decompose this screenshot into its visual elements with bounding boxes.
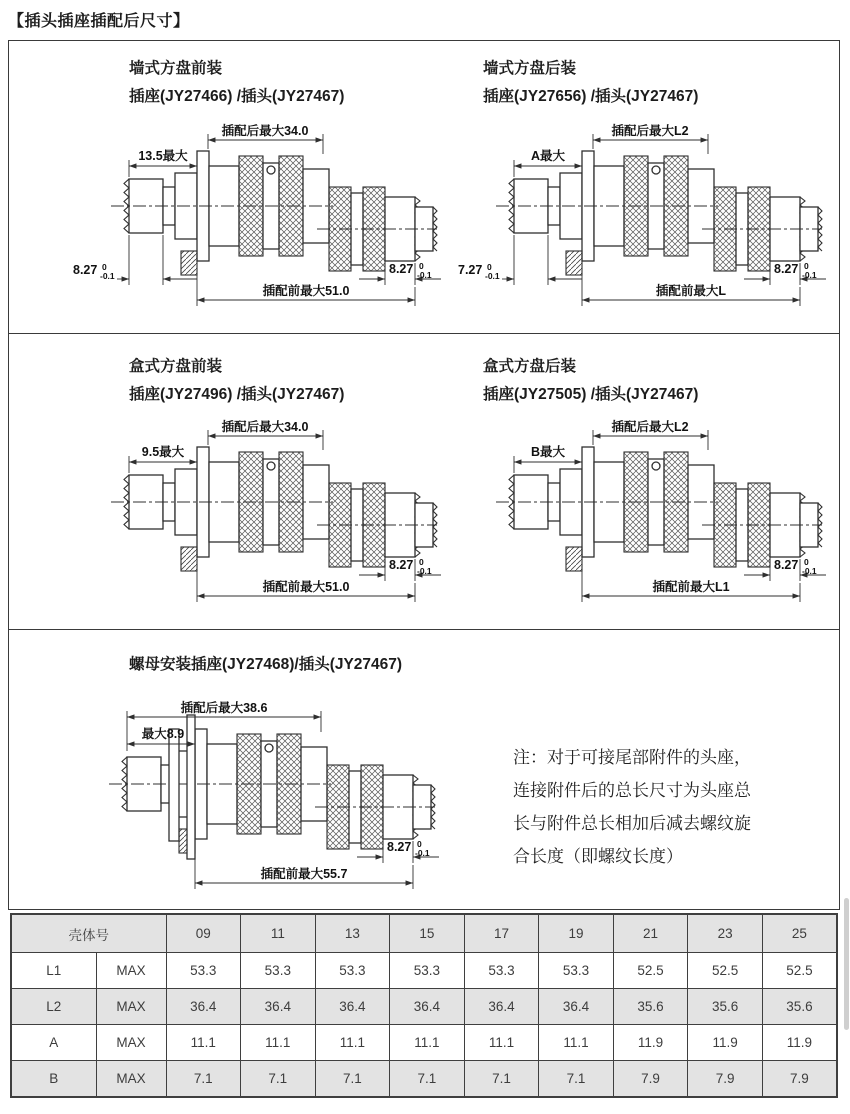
shell-size-header: 23 — [688, 914, 763, 953]
dim-left-label: B最大 — [530, 445, 566, 459]
spec-value-cell: 52.5 — [688, 953, 763, 989]
spec-value-cell: 7.9 — [688, 1061, 763, 1098]
drawing-title-jamnut — [129, 651, 402, 679]
dim-br-tol-bottom: -0.1 — [802, 566, 817, 576]
qualifier-cell: MAX — [96, 1061, 166, 1098]
spec-value-cell: 7.1 — [241, 1061, 316, 1098]
shell-size-header: 13 — [315, 914, 390, 953]
dim-bl-tol-bottom: -0.1 — [485, 271, 500, 281]
diagram-box — [8, 40, 840, 910]
param-label-cell: L1 — [11, 953, 96, 989]
dim-br-tol-bottom: -0.1 — [802, 270, 817, 280]
dim-br-value: 8.27 — [389, 262, 414, 276]
spec-value-cell: 35.6 — [688, 989, 763, 1025]
drawing-title-wall-front — [129, 55, 344, 111]
spec-value-cell: 11.1 — [315, 1025, 390, 1061]
drawing-box-front — [71, 405, 446, 615]
dim-top-label: 插配后最大38.6 — [180, 701, 268, 715]
spec-value-cell: 36.4 — [241, 989, 316, 1025]
dim-br-tol-bottom: -0.1 — [417, 270, 432, 280]
dim-left-label: 13.5最大 — [138, 149, 188, 163]
spec-value-cell: 7.1 — [315, 1061, 390, 1098]
param-label-cell: A — [11, 1025, 96, 1061]
lock-washer — [187, 715, 195, 859]
spec-table-header-row — [11, 914, 837, 953]
shell-size-header: 15 — [390, 914, 465, 953]
spec-table-row — [11, 953, 837, 989]
spec-value-cell: 7.1 — [166, 1061, 241, 1098]
dim-left-label: A最大 — [530, 149, 566, 163]
spec-table — [10, 913, 838, 1098]
spec-value-cell: 35.6 — [613, 989, 688, 1025]
drawing-title-line2: 插座(JY27466) /插头(JY27467) — [129, 88, 345, 105]
spec-value-cell: 7.9 — [613, 1061, 688, 1098]
note-line: 连接附件后的总长尺寸为头座总 — [513, 781, 751, 800]
dim-bl-tol-top: 0 — [102, 262, 107, 272]
param-label-cell: L2 — [11, 989, 96, 1025]
section-divider — [9, 629, 839, 630]
drawing-title-line2: 插座(JY27496) /插头(JY27467) — [129, 386, 345, 403]
dim-bottom-label: 插配前最大L — [655, 284, 727, 298]
dim-bottom-label: 插配前最大L1 — [652, 580, 730, 594]
section-divider — [9, 333, 839, 334]
spec-value-cell: 11.1 — [464, 1025, 539, 1061]
spec-value-cell: 36.4 — [166, 989, 241, 1025]
scrollbar-thumb[interactable] — [844, 898, 849, 1030]
drawing-title-line1: 墙式方盘后装 — [483, 60, 577, 77]
spec-value-cell: 53.3 — [166, 953, 241, 989]
shell-size-header: 19 — [539, 914, 614, 953]
spec-value-cell: 11.9 — [688, 1025, 763, 1061]
spec-value-cell: 36.4 — [464, 989, 539, 1025]
dim-br-tol-bottom: -0.1 — [417, 566, 432, 576]
spec-value-cell: 52.5 — [613, 953, 688, 989]
spec-value-cell: 11.1 — [390, 1025, 465, 1061]
spec-value-cell: 36.4 — [539, 989, 614, 1025]
jam-nut — [169, 729, 179, 841]
spec-value-cell: 11.1 — [166, 1025, 241, 1061]
dim-br-tol-top: 0 — [804, 557, 809, 567]
note-line: 合长度（即螺纹长度） — [513, 847, 683, 866]
drawing-wall-front — [71, 109, 446, 319]
dim-br-value: 8.27 — [774, 558, 799, 572]
dim-left-label: 最大8.9 — [141, 727, 185, 741]
param-label-cell: B — [11, 1061, 96, 1098]
dim-left-label: 9.5最大 — [141, 445, 185, 459]
drawing-title-line2: 插座(JY27656) /插头(JY27467) — [483, 88, 699, 105]
drawing-jamnut — [51, 681, 456, 901]
spec-value-cell: 53.3 — [241, 953, 316, 989]
spec-table-wrap — [10, 913, 838, 1098]
drawing-title-wall-rear — [483, 55, 698, 111]
dim-br-tol-top: 0 — [419, 261, 424, 271]
spec-table-row — [11, 1061, 837, 1098]
qualifier-cell: MAX — [96, 1025, 166, 1061]
shell-size-header: 25 — [762, 914, 837, 953]
note-text — [513, 741, 843, 873]
dim-br-tol-bottom: -0.1 — [415, 848, 430, 858]
spec-value-cell: 7.1 — [464, 1061, 539, 1098]
dim-bl-value: 8.27 — [73, 263, 98, 277]
drawing-title-line1: 盒式方盘后装 — [483, 358, 577, 375]
dim-bl-tol-bottom: -0.1 — [100, 271, 115, 281]
drawing-box-rear — [456, 405, 831, 615]
spec-value-cell: 53.3 — [390, 953, 465, 989]
page-title: 【插头插座插配后尺寸】 — [8, 13, 190, 30]
dim-br-tol-top: 0 — [419, 557, 424, 567]
shell-size-header: 21 — [613, 914, 688, 953]
dim-br-value: 8.27 — [387, 840, 412, 854]
dim-bottom-label: 插配前最大51.0 — [262, 284, 350, 298]
drawing-title-line1: 螺母安装插座(JY27468)/插头(JY27467) — [129, 656, 403, 673]
spec-value-cell: 7.1 — [539, 1061, 614, 1098]
spec-table-head — [11, 914, 837, 953]
spec-value-cell: 11.9 — [613, 1025, 688, 1061]
dim-top-label: 插配后最大34.0 — [221, 124, 309, 138]
dim-bl-tol-top: 0 — [487, 262, 492, 272]
dim-bottom-label: 插配前最大51.0 — [262, 580, 350, 594]
dim-bottom-label: 插配前最大55.7 — [260, 867, 348, 881]
spec-table-row — [11, 1025, 837, 1061]
spec-value-cell: 53.3 — [464, 953, 539, 989]
spec-value-cell: 52.5 — [762, 953, 837, 989]
drawing-title-box-front — [129, 353, 344, 409]
drawing-title-line1: 墙式方盘前装 — [129, 60, 223, 77]
spec-table-body — [11, 953, 837, 1098]
dim-top-label: 插配后最大34.0 — [221, 420, 309, 434]
spec-value-cell: 35.6 — [762, 989, 837, 1025]
spec-table-row — [11, 989, 837, 1025]
dim-top-label: 插配后最大L2 — [611, 420, 689, 434]
dim-br-tol-top: 0 — [417, 839, 422, 849]
qualifier-cell: MAX — [96, 989, 166, 1025]
dim-br-value: 8.27 — [774, 262, 799, 276]
shell-size-header: 09 — [166, 914, 241, 953]
spec-value-cell: 7.9 — [762, 1061, 837, 1098]
note-line: 注：对于可接尾部附件的头座， — [513, 748, 751, 767]
dim-br-tol-top: 0 — [804, 261, 809, 271]
spec-value-cell: 36.4 — [315, 989, 390, 1025]
drawing-title-line1: 盒式方盘前装 — [129, 358, 223, 375]
shell-size-header: 11 — [241, 914, 316, 953]
dim-bl-value: 7.27 — [458, 263, 483, 277]
spec-value-cell: 11.1 — [539, 1025, 614, 1061]
dim-br-value: 8.27 — [389, 558, 414, 572]
spec-value-cell: 11.9 — [762, 1025, 837, 1061]
spec-value-cell: 53.3 — [315, 953, 390, 989]
shell-number-label: 壳体号 — [11, 914, 166, 953]
spec-value-cell: 7.1 — [390, 1061, 465, 1098]
spec-value-cell: 53.3 — [539, 953, 614, 989]
note-line: 长与附件总长相加后减去螺纹旋 — [513, 814, 751, 833]
drawing-title-box-rear — [483, 353, 698, 409]
spec-value-cell: 36.4 — [390, 989, 465, 1025]
drawing-title-line2: 插座(JY27505) /插头(JY27467) — [483, 386, 699, 403]
spec-value-cell: 11.1 — [241, 1025, 316, 1061]
drawing-wall-rear — [456, 109, 831, 319]
dim-top-label: 插配后最大L2 — [611, 124, 689, 138]
qualifier-cell: MAX — [96, 953, 166, 989]
shell-size-header: 17 — [464, 914, 539, 953]
